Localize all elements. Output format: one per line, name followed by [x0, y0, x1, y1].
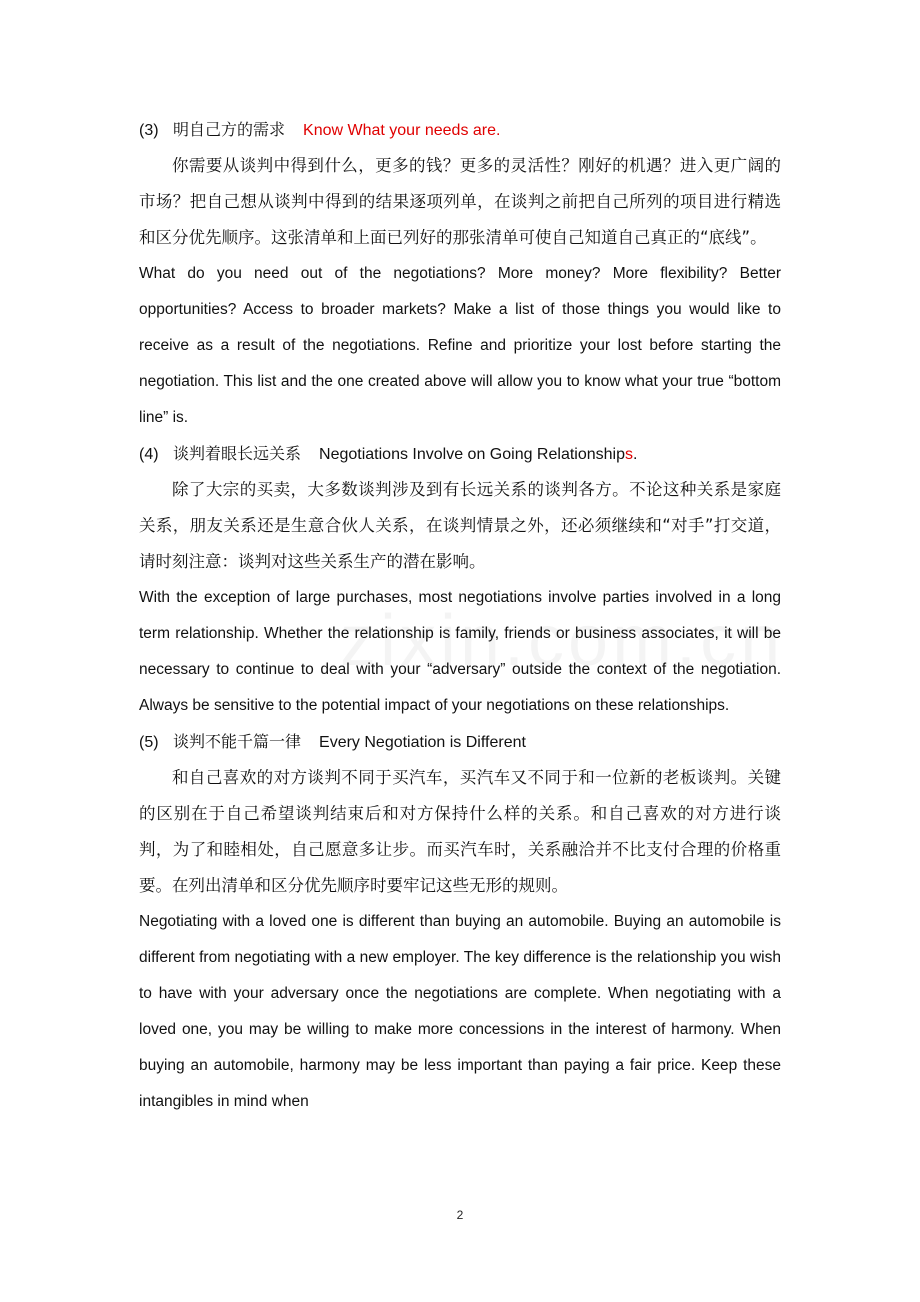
section-title-en: Know What your needs are.: [303, 122, 501, 139]
section-title-en-tail: .: [632, 446, 638, 463]
section-title-zh: 谈判不能千篇一律: [173, 732, 302, 751]
section-title-en: Every Negotiation is Different: [319, 734, 526, 751]
paragraph-zh: 你需要从谈判中得到什么，更多的钱？更多的灵活性？刚好的机遇？进入更广阔的市场？把自己想从谈判中得到的结果逐项列单，在谈判之前把自己所列的项目进行精选和区分优先顺序。这张清单和上面已列好的那张清单可使自己知道自己真正的“底线”。: [139, 156, 781, 247]
paragraph-en: Negotiating with a loved one is different than buying an automobile. Buying an automobile is different from negotiating with a new employer. The key difference is the relationship you wish to have with your adversary once the negotiations are complete. When negotiating with a loved one, you may be willing to make more concessions in the interest of harmony. When buying an automobile, harmony may be less important than paying a fair price. Keep these intangibles in mind when: [139, 913, 781, 1110]
section-heading-5: [139, 724, 781, 760]
paragraph-zh: 除了大宗的买卖，大多数谈判涉及到有长远关系的谈判各方。不论这种关系是家庭关系，朋友关系还是生意合伙人关系，在谈判情景之外，还必须继续和“对手”打交道，请时刻注意：谈判对这些关系生产的潜在影响。: [139, 480, 781, 571]
section-title-zh: 明自己方的需求: [173, 120, 286, 139]
section-number: (5): [139, 734, 159, 751]
page-number: 2: [456, 1208, 464, 1222]
section-title-zh: 谈判着眼长远关系: [173, 444, 302, 463]
paragraph-en: What do you need out of the negotiations? More money? More flexibility? Better opportunities? Access to broader markets? Make a list of those things you would like to receive as a result of the negotiations. Refine and prioritize your lost before starting the negotiation. This list and the one created above will allow you to know what your true “bottom line” is.: [139, 265, 781, 426]
section-title-en-red-letter: s: [624, 446, 633, 463]
paragraph-zh: 和自己喜欢的对方谈判不同于买汽车，买汽车又不同于和一位新的老板谈判。关键的区别在于自己希望谈判结束后和对方保持什么样的关系。和自己喜欢的对方进行谈判，为了和睦相处，自己愿意多让步。而买汽车时，关系融洽并不比支付合理的价格重要。在列出清单和区分优先顺序时要牢记这些无形的规则。: [139, 768, 781, 895]
section-heading-4: [139, 436, 781, 472]
section-heading-3: [139, 112, 781, 148]
section-number: (3): [139, 122, 159, 139]
section-title-en: Negotiations Involve on Going Relationship: [319, 446, 625, 463]
page-content: [139, 112, 781, 1120]
paragraph-en: With the exception of large purchases, most negotiations involve parties involved in a long term relationship. Whether the relationship is family, friends or business associates, it will be necessary to continue to deal with your “adversary” outside the context of the negotiation. Always be sensitive to the potential impact of your negotiations on these relationships.: [139, 589, 781, 714]
section-number: (4): [139, 446, 159, 463]
